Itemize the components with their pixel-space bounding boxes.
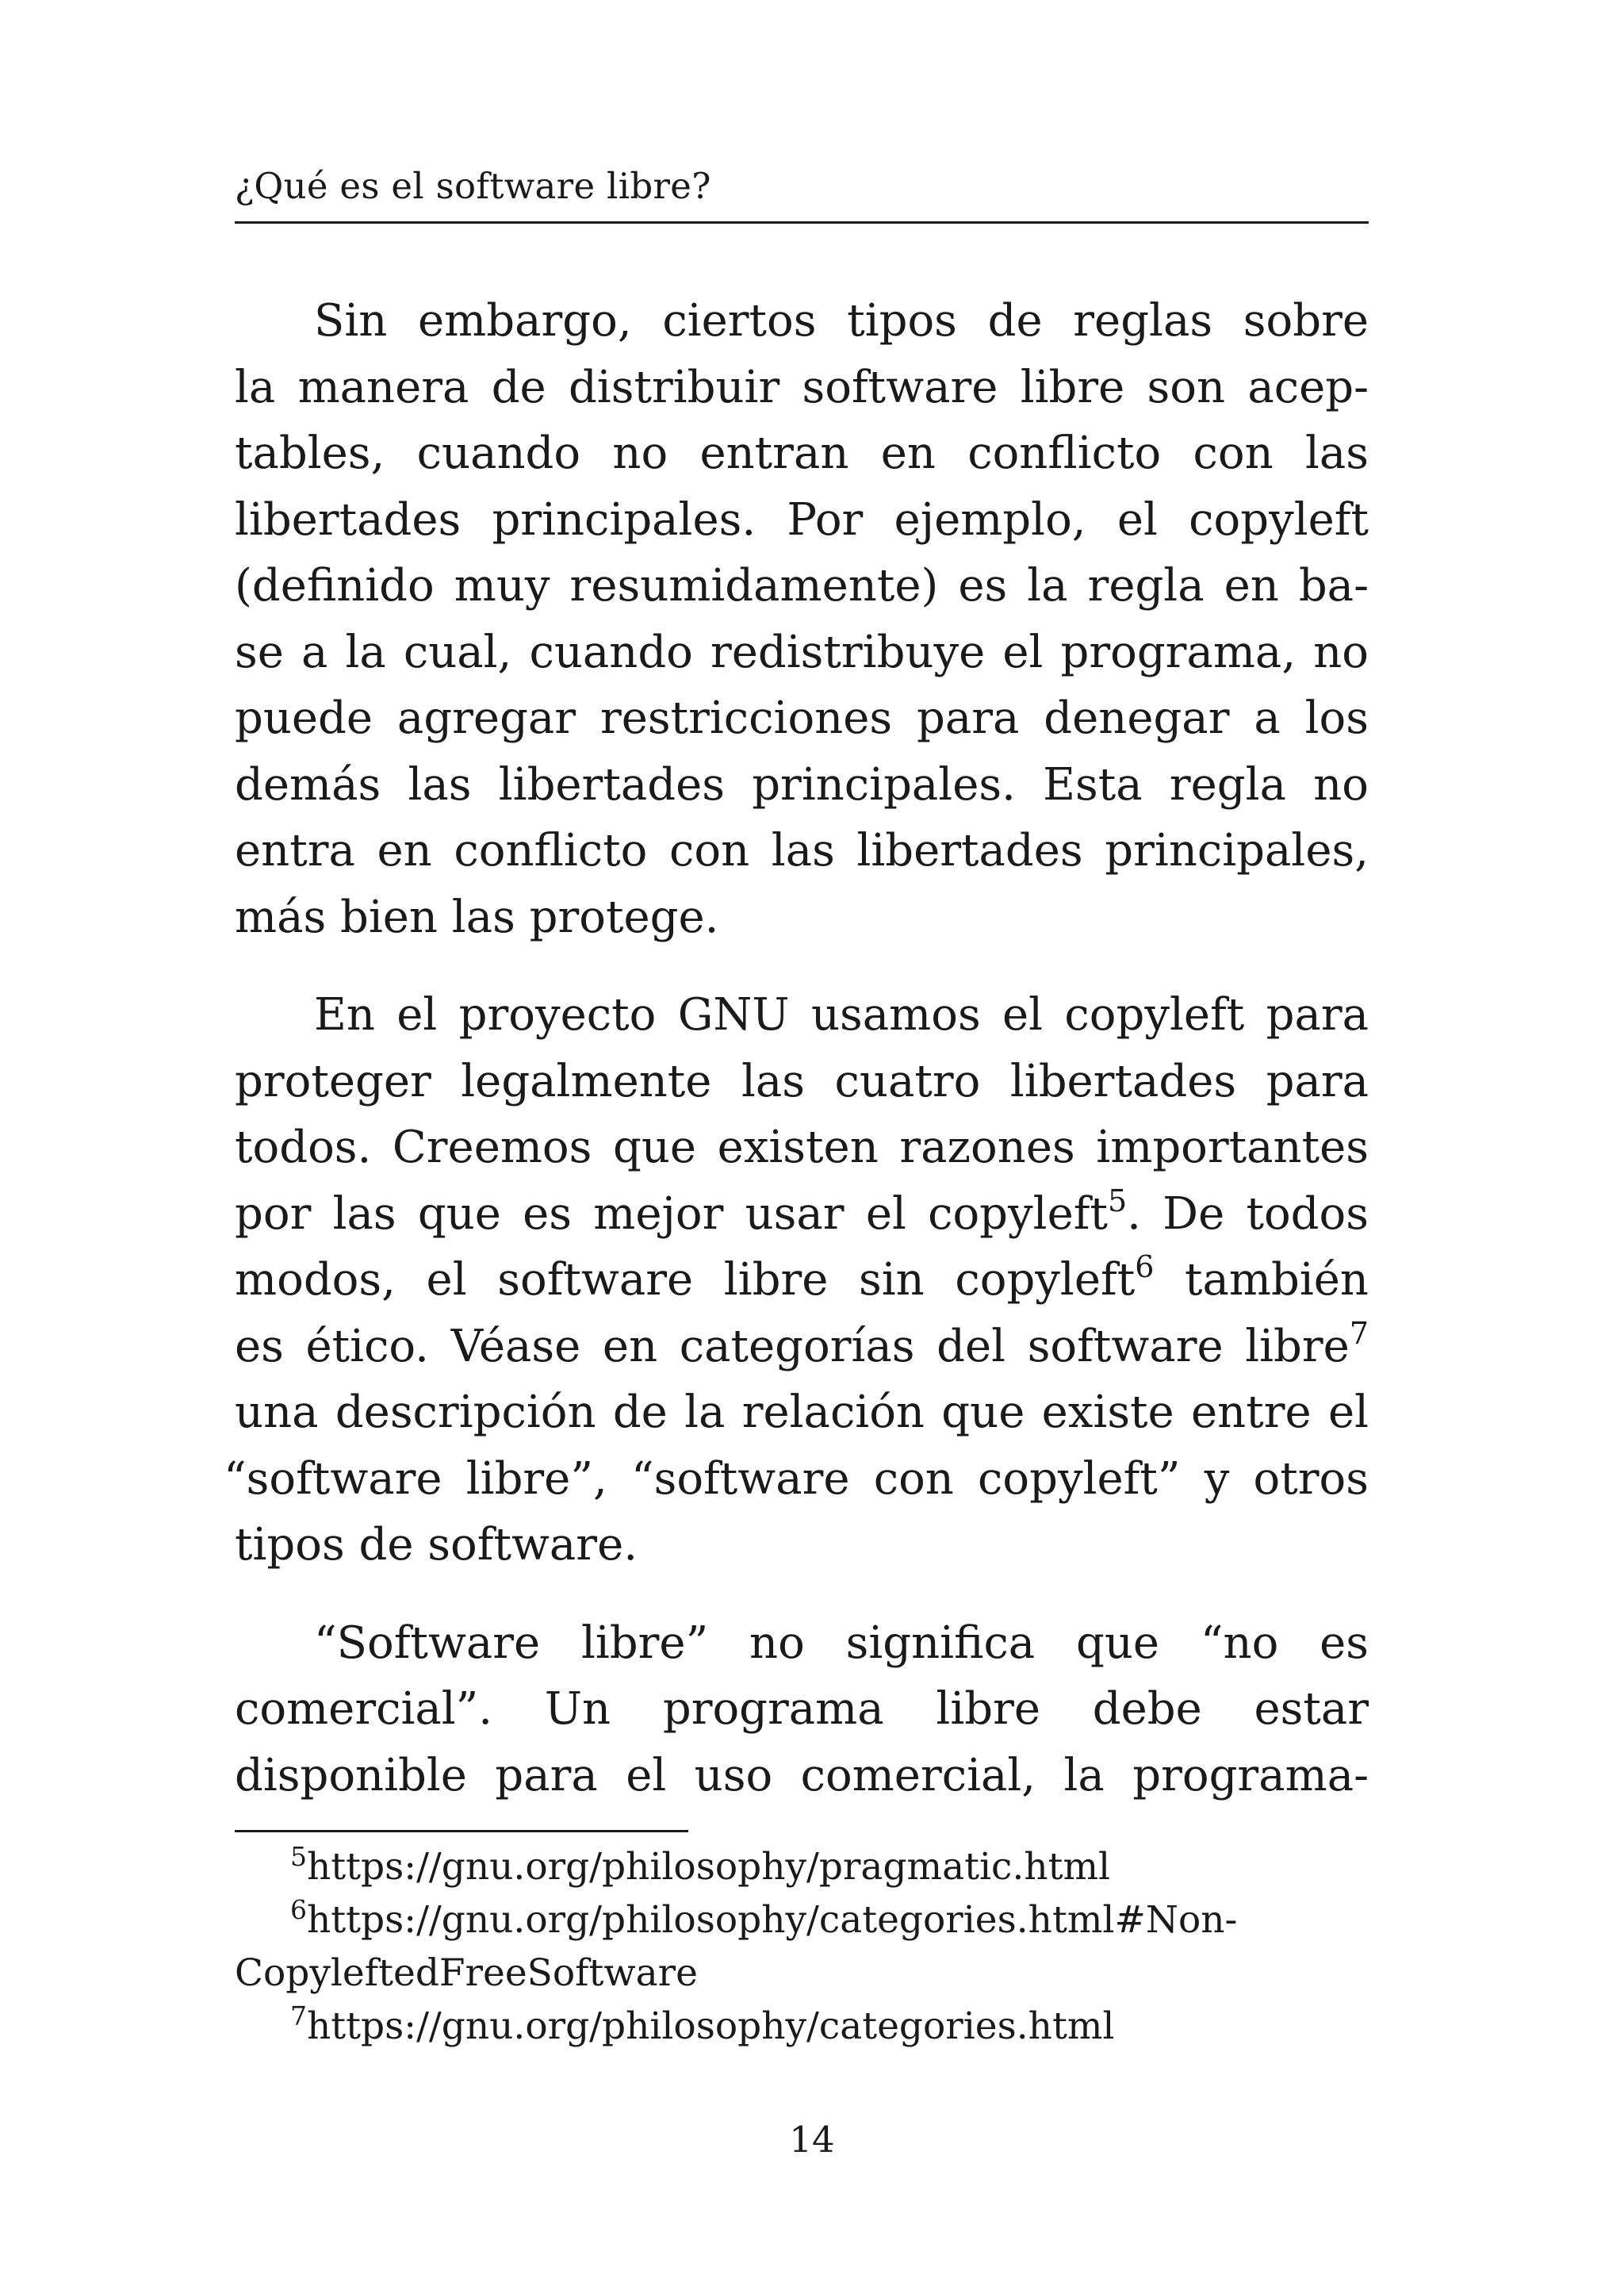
text-line: “software libre”, “software con copyleft” y otros (224, 1452, 1369, 1505)
footnote-ref-5[interactable]: 5 (1107, 1183, 1128, 1218)
body-text (224, 288, 1369, 1809)
text-line: (definido muy resumidamente) es la regla en ba- (235, 560, 1369, 612)
running-header: ¿Qué es el software libre? (235, 165, 711, 207)
text-line: Sin embargo, ciertos tipos de reglas sobre (314, 295, 1369, 347)
text-line: entra en conflicto con las libertades principales, (235, 825, 1369, 876)
text-line (235, 1314, 1369, 1380)
paragraph-2 (224, 982, 1369, 1578)
footnote-ref-6[interactable]: 6 (1135, 1249, 1155, 1284)
footnote-link[interactable]: https://gnu.org/philosophy/pragmatic.html (307, 1845, 1111, 1889)
header-rule (235, 221, 1369, 224)
text-line: proteger legalmente las cuatro libertades para (235, 1055, 1369, 1107)
footnote-link[interactable]: https://gnu.org/philosophy/categories.html (307, 2004, 1115, 2048)
text-line: disponible para el uso comercial, la programa- (235, 1749, 1369, 1801)
page-number: 14 (789, 2119, 835, 2161)
text-segment: también (1154, 1254, 1369, 1306)
footnote-mark: 7 (290, 2000, 307, 2031)
footnote-6 (235, 1893, 1369, 1947)
footnote-7 (235, 2000, 1369, 2053)
text-segment: modos, el software libre sin copyleft (235, 1254, 1136, 1306)
text-line: libertades principales. Por ejemplo, el copyleft (235, 493, 1369, 546)
text-line (235, 1247, 1369, 1314)
text-line: más bien las protege. (235, 891, 719, 943)
footnote-link[interactable]: https://gnu.org/philosophy/categories.html#Non- (307, 1898, 1238, 1942)
footnote-mark: 5 (290, 1841, 307, 1872)
text-line: En el proyecto GNU usamos el copyleft para (314, 989, 1369, 1041)
footnote-rule (235, 1830, 688, 1832)
text-line: se a la cual, cuando redistribuye el programa, no (235, 626, 1369, 678)
footnote-6-continuation[interactable]: CopyleftedFreeSoftware (235, 1951, 698, 1995)
text-line: “Software libre” no significa que “no es (314, 1617, 1369, 1669)
paragraph-3 (235, 1610, 1369, 1809)
paragraph-1 (235, 288, 1369, 950)
text-line: tables, cuando no entran en conflicto con las (235, 428, 1369, 479)
text-line (235, 1181, 1369, 1248)
text-line: tipos de software. (235, 1519, 638, 1571)
text-line: comercial”. Un programa libre debe estar (235, 1683, 1369, 1735)
text-segment: es ético. Véase en categorías del software libre (235, 1320, 1350, 1372)
text-line: una descripción de la relación que existe entre el (235, 1387, 1369, 1438)
text-segment: . De todos (1127, 1187, 1369, 1240)
text-line: la manera de distribuir software libre son acep- (235, 361, 1369, 413)
text-line: puede agregar restricciones para denegar a los (235, 692, 1369, 744)
text-segment: por las que es mejor usar el copyleft (235, 1187, 1108, 1240)
footnote-mark: 6 (290, 1894, 307, 1925)
footnote-ref-7[interactable]: 7 (1349, 1315, 1369, 1351)
footnote-5 (235, 1840, 1369, 1893)
footnotes (235, 1840, 1369, 2053)
text-line: todos. Creemos que existen razones importantes (235, 1122, 1369, 1173)
text-line: demás las libertades principales. Esta regla no (235, 758, 1369, 811)
